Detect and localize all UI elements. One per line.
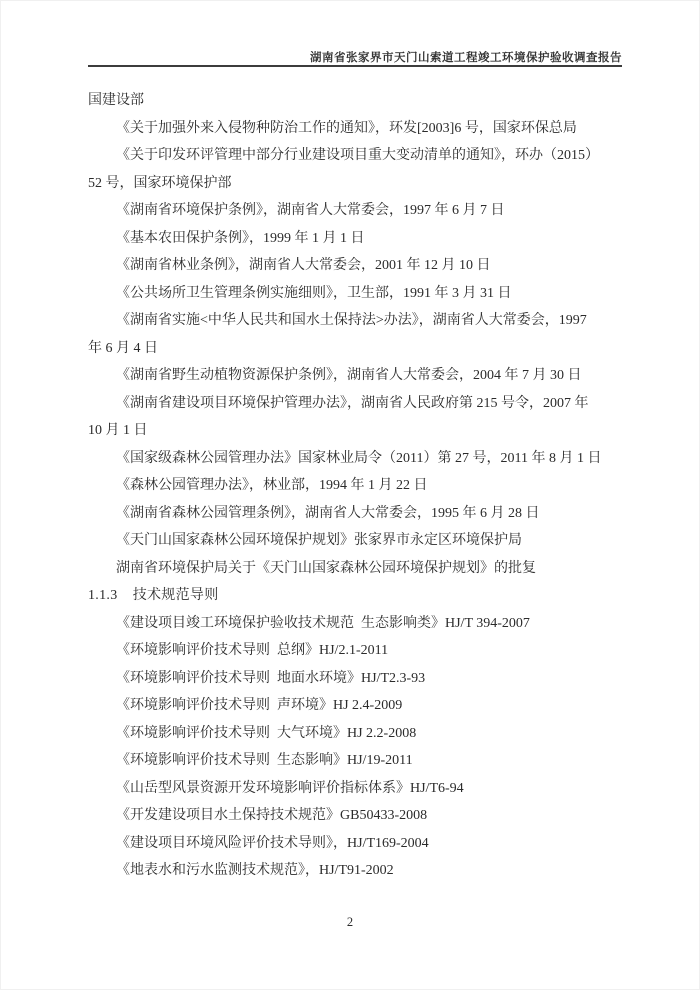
text-line: 《湖南省森林公园管理条例》，湖南省人大常委会，1995 年 6 月 28 日 xyxy=(116,505,540,521)
text-line: 《湖南省环境保护条例》，湖南省人大常委会，1997 年 6 月 7 日 xyxy=(116,203,505,218)
text-line: 《山岳型风景资源开发环境影响评价指标体系》HJ/T6-94 xyxy=(116,780,464,796)
text-line: 湖南省环境保护局关于《天门山国家森林公园环境保护规划》的批复 xyxy=(116,560,536,576)
text-line: 国建设部 xyxy=(88,93,144,108)
header-running-title: 湖南省张家界市天门山索道工程竣工环境保护验收调查报告 xyxy=(310,52,622,64)
text-line: 《湖南省林业条例》，湖南省人大常委会，2001 年 12 月 10 日 xyxy=(116,258,491,273)
text-line: 《森林公园管理办法》，林业部，1994 年 1 月 22 日 xyxy=(116,478,428,493)
text-line: 《基本农田保护条例》，1999 年 1 月 1 日 xyxy=(116,230,365,246)
text-line: 年 6 月 4 日 xyxy=(88,340,158,356)
text-line: 《环境影响评价技术导则 生态影响》HJ/19-2011 xyxy=(116,753,413,768)
text-line: 《地表水和污水监测技术规范》，HJ/T91-2002 xyxy=(116,863,394,878)
text-line: 《环境影响评价技术导则 地面水环境》HJ/T2.3-93 xyxy=(116,670,426,686)
text-line: 《环境影响评价技术导则 大气环境》HJ 2.2-2008 xyxy=(116,725,417,741)
text-line: 《湖南省建设项目环境保护管理办法》，湖南省人民政府第 215 号令，2007 年 xyxy=(116,395,589,411)
text-line: 《湖南省野生动植物资源保护条例》，湖南省人大常委会，2004 年 7 月 30 日 xyxy=(116,368,582,383)
text-line: 52 号，国家环境保护部 xyxy=(88,175,232,191)
section-heading: 1.1.3 技术规范导则 xyxy=(88,588,219,603)
text-line: 《关于加强外来入侵物种防治工作的通知》，环发[2003]6 号，国家环保总局 xyxy=(116,120,577,136)
header-rule xyxy=(88,65,622,67)
text-line: 《建设项目竣工环境保护验收技术规范 生态影响类》HJ/T 394-2007 xyxy=(116,615,530,631)
document-body xyxy=(88,87,640,885)
text-line: 《环境影响评价技术导则 总纲》HJ/2.1-2011 xyxy=(116,643,389,658)
text-line: 《环境影响评价技术导则 声环境》HJ 2.4-2009 xyxy=(116,698,403,713)
text-line: 《建设项目环境风险评价技术导则》，HJ/T169-2004 xyxy=(116,835,429,851)
text-line: 《国家级森林公园管理办法》国家林业局令（2011）第 27 号，2011 年 8 月 1 日 xyxy=(116,450,602,466)
page-number: 2 xyxy=(346,915,354,929)
text-line: 《开发建设项目水土保持技术规范》GB50433-2008 xyxy=(116,808,428,823)
text-line: 《天门山国家森林公园环境保护规划》张家界市永定区环境保护局 xyxy=(116,533,522,548)
text-line: 《关于印发环评管理中部分行业建设项目重大变动清单的通知》，环办（2015） xyxy=(116,148,599,163)
text-line: 10 月 1 日 xyxy=(88,423,148,438)
text-line: 《公共场所卫生管理条例实施细则》，卫生部，1991 年 3 月 31 日 xyxy=(116,285,512,301)
text-line: 《湖南省实施<中华人民共和国水土保持法>办法》，湖南省人大常委会，1997 xyxy=(116,313,587,328)
